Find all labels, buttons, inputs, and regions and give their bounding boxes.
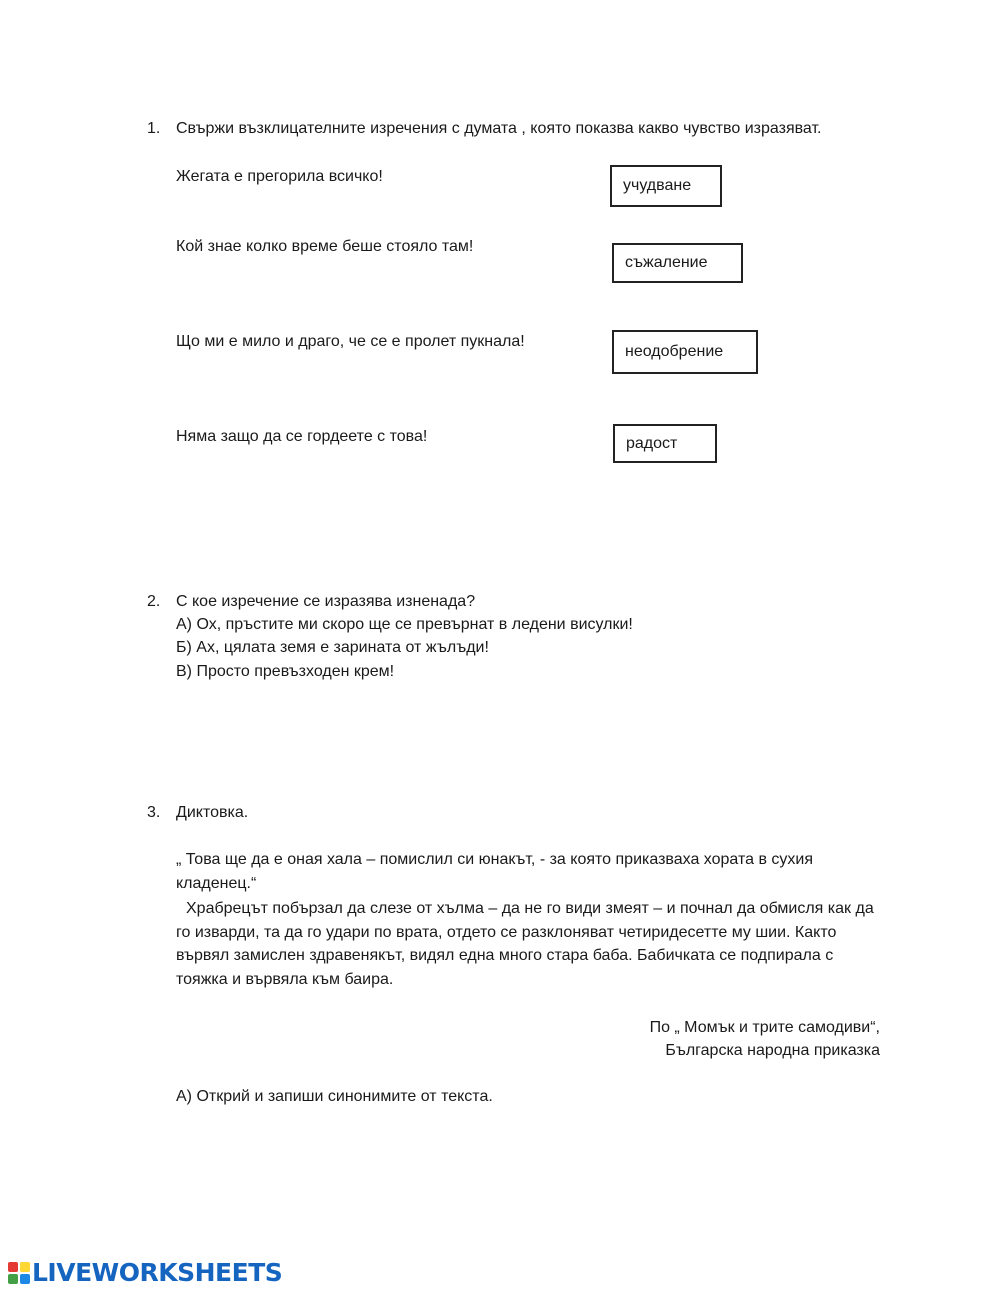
answer-box-sazhalenie[interactable]: съжаление: [612, 243, 743, 283]
q3-title: Диктовка.: [176, 804, 249, 821]
q1-prompt: Свържи възклицателните изречения с думата , която показва какво чувство изразяват.: [176, 120, 822, 137]
answer-box-uchudvane[interactable]: учудване: [610, 165, 722, 207]
q1-number: 1.: [147, 120, 161, 137]
q3-number: 3.: [147, 804, 161, 821]
dictation-paragraph-1: „ Това ще да е оная хала – помислил си юнакът, - за която приказваха хората в сухия кладенец.“: [176, 851, 813, 892]
answer-box-neodobrenie[interactable]: неодобрение: [612, 330, 758, 374]
q1-sentence-4[interactable]: Няма защо да се гордеете с това!: [176, 428, 428, 445]
liveworksheets-logo: [8, 1258, 282, 1288]
q2-number: 2.: [147, 593, 161, 610]
logo-text: LIVEWORKSHEETS: [32, 1258, 283, 1287]
source-line-2: Българска народна приказка: [665, 1042, 880, 1059]
task-a: А) Открий и запиши синонимите от текста.: [176, 1088, 493, 1105]
q2-option-b[interactable]: Б) Ах, цялата земя е зарината от жълъди!: [176, 639, 489, 656]
q2-option-a[interactable]: А) Ох, пръстите ми скоро ще се превърнат в ледени висулки!: [176, 616, 633, 633]
q2-option-c[interactable]: В) Просто превъзходен крем!: [176, 663, 395, 680]
dictation-paragraph-2: Храбрецът побързал да слезе от хълма – да не го види змеят – и почнал да обмисля как да го изварди, та да го удари по врата, отдето се разклоняват четиридесетте му шии. Както вървял замислен здравенякът, видял една много стара баба. Бабичката се подпирала с тояжка и вървяла към баира.: [176, 900, 874, 988]
q1-sentence-1[interactable]: Жегата е прегорила всичко!: [176, 168, 383, 185]
liveworksheets-logo-icon: [8, 1262, 30, 1284]
q1-sentence-3[interactable]: Що ми е мило и драго, че се е пролет пукнала!: [176, 333, 525, 350]
answer-box-radost[interactable]: радост: [613, 424, 717, 463]
q2-prompt: С кое изречение се изразява изненада?: [176, 593, 476, 610]
source-line-1: По „ Момък и трите самодиви“,: [649, 1019, 880, 1036]
q1-sentence-2[interactable]: Кой знае колко време беше стояло там!: [176, 238, 474, 255]
